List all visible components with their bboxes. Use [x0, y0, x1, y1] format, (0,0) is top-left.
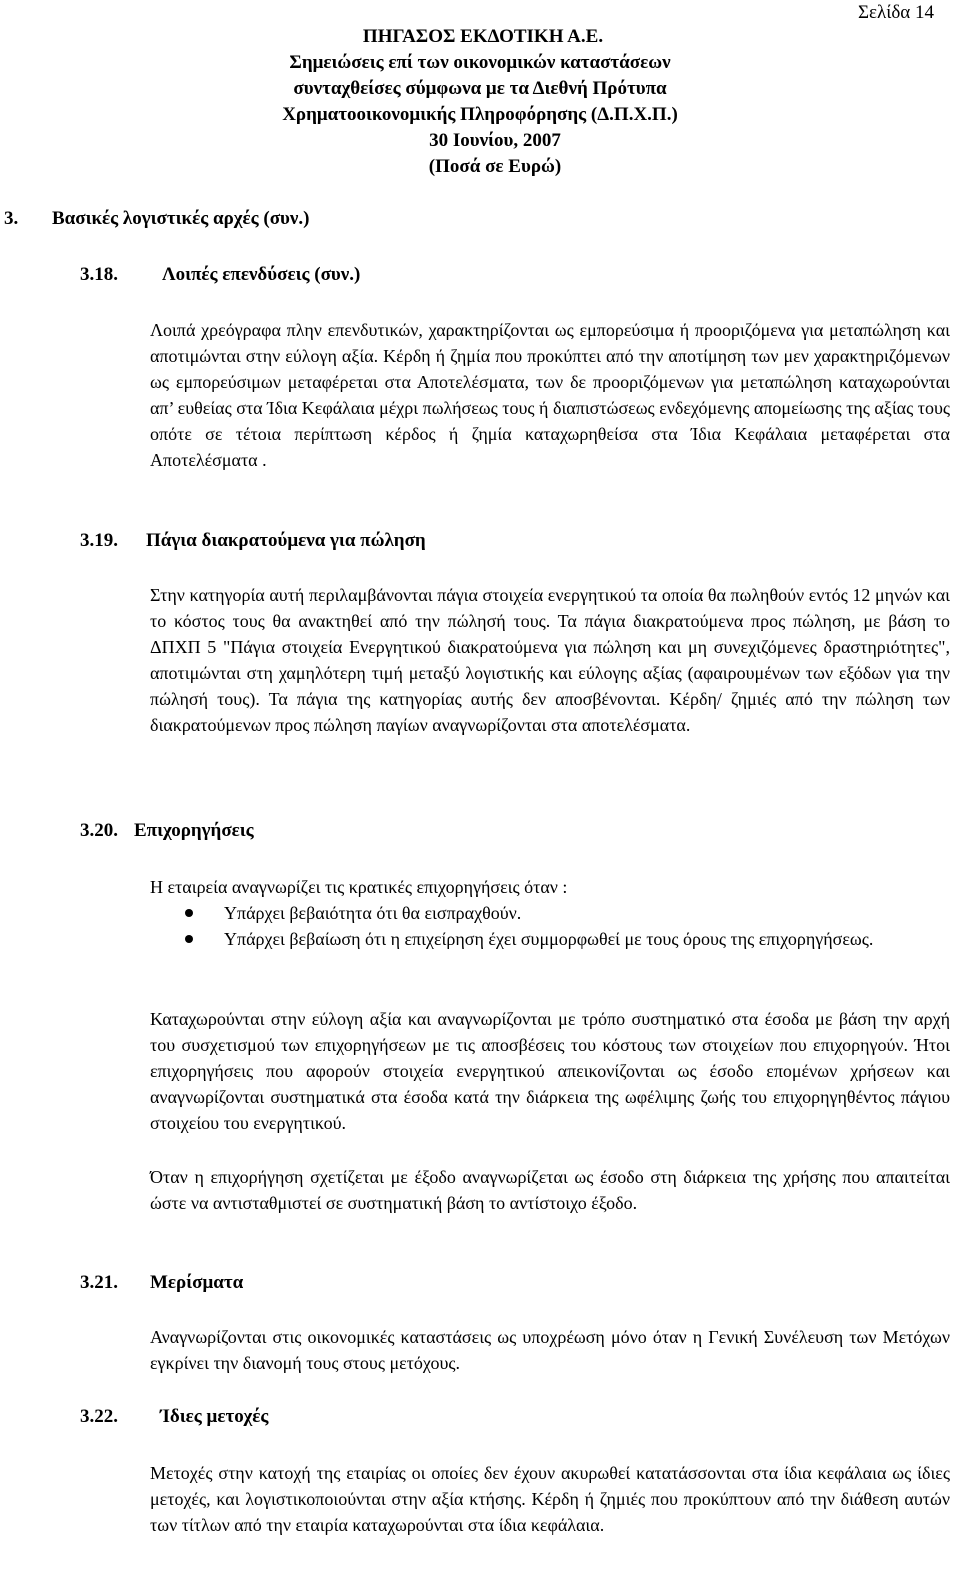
section-title: Λοιπές επενδύσεις (συν.) [162, 264, 361, 285]
header-currency: (Ποσά σε Ευρώ) [428, 156, 562, 177]
section-number: 3.19. [80, 530, 118, 551]
section-3-20-text-2: Όταν η επιχορήγηση σχετίζεται με έξοδο αναγνωρίζεται ως έσοδο στη διάρκεια της χρήσης που απαιτείται ώστε να αντισταθμιστεί σε συστηματική βάση το αντίστοιχο έξοδο. [150, 1167, 950, 1213]
section-title: Επιχορηγήσεις [134, 820, 254, 841]
section-title: Ίδιες μετοχές [160, 1406, 269, 1427]
section-3-20-text-1: Καταχωρούνται στην εύλογη αξία και αναγνωρίζονται με τρόπο συστηματικό στα έσοδα με βάση την αρχή του συσχετισμού των επιχορηγήσεων με τις αποσβέσεις του κόστους των στοιχείων που επιχορηγούν. Ήτοι επιχορηγήσεις που αφορούν στοιχεία ενεργητικού απεικονίζονται ως έσοδο επομένων χρήσεων και αναγνωρίζονται συστηματικά στα έσοδα κατά την διάρκεια της ωφέλιμης ζωής του επιχορηγηθέντος πάγιου στοιχείου του ενεργητικού. [150, 1009, 950, 1133]
section-number: 3.20. [80, 820, 118, 841]
section-3-21-text: Αναγνωρίζονται στις οικονομικές καταστάσεις ως υποχρέωση μόνο όταν η Γενική Συνέλευση των Μετόχων εγκρίνει την διανομή τους στους μετόχους. [150, 1327, 950, 1373]
section-number: 3.22. [80, 1406, 118, 1427]
page-number: Σελίδα 14 [857, 2, 934, 23]
section-3-19-text: Στην κατηγορία αυτή περιλαμβάνονται πάγια στοιχεία ενεργητικού τα οποία θα πωληθούν εντός 12 μηνών και το κόστος τους θα ανακτηθεί από την πώλησή τους. Τα πάγια διακρατούμενα προς πώληση, με βάση το ΔΠΧΠ 5 "Πάγια στοιχεία Ενεργητικού διακρατούμενα για πώληση και μη συνεχιζόμενες δραστηριότητες", αποτιμώνται στη χαμηλότερη τιμή μεταξύ λογιστικής και εύλογης αξίας (αφαιρουμένων των εξόδων για την πώλησή τους). Τα πάγια της κατηγορίας αυτής δεν αποσβένονται. Κέρδη/ ζημιές από την πώληση των διακρατούμενων προς πώληση παγίων αναγνωρίζονται στα αποτελέσματα. [150, 585, 950, 735]
list-item [150, 926, 950, 952]
bullet-icon [185, 909, 193, 917]
section-number: 3. [4, 208, 19, 229]
list-item [150, 900, 950, 926]
bullet-icon [185, 935, 193, 943]
section-title: Βασικές λογιστικές αρχές (συν.) [52, 208, 310, 229]
eligibility-list [150, 900, 950, 952]
header-date: 30 Ιουνίου, 2007 [429, 130, 561, 151]
header-notes-line: Σημειώσεις επί των οικονομικών καταστάσεων [289, 52, 671, 73]
section-number: 3.18. [80, 264, 118, 285]
company-name: ΠΗΓΑΣΟΣ ΕΚΔΟΤΙΚΗ Α.Ε. [362, 26, 604, 47]
section-number: 3.21. [80, 1272, 118, 1293]
list-item-text: Υπάρχει βεβαίωση ότι η επιχείρηση έχει συμμορφωθεί με τους όρους της επιχορηγήσεως. [224, 929, 874, 949]
section-3-18-text: Λοιπά χρεόγραφα πλην επενδυτικών, χαρακτηρίζονται ως εμπορεύσιμα ή προοριζόμενα για μεταπώληση και αποτιμώνται στην εύλογη αξία. Κέρδη ή ζημία που προκύπτει από την αποτίμηση των μεν χαρακτηριζόμενων ως εμπορεύσιμων μεταφέρεται στα Αποτελέσματα, των δε προοριζόμενων για μεταπώληση καταχωρούνται απ’ ευθείας στα Ίδια Κεφάλαια μέχρι πωλήσεως τους ή διαπιστώσεως ενδεχόμενης απομείωσης της αξίας τους οπότε σε τέτοια περίπτωση κέρδος ή ζημία καταχωρηθείσα στα Ίδια Κεφάλαια μεταφέρεται στα Αποτελέσματα . [150, 320, 950, 470]
list-item-text: Υπάρχει βεβαιότητα ότι θα εισπραχθούν. [224, 903, 522, 923]
section-title: Μερίσματα [150, 1272, 244, 1293]
header-standards-line: συνταχθείσες σύμφωνα με τα Διεθνή Πρότυπα [293, 78, 667, 99]
section-title: Πάγια διακρατούμενα για πώληση [146, 530, 426, 551]
document-header [0, 24, 960, 180]
section-3-22-text: Μετοχές στην κατοχή της εταιρίας οι οποίες δεν έχουν ακυρωθεί κατατάσσονται στα ίδια κεφάλαια ως ίδιες μετοχές, και λογιστικοποιούνται στην αξία κτήσης. Κέρδη ή ζημιές που προκύπτουν από την διάθεση αυτών των τίτλων από την εταιρία καταχωρούνται στα ίδια κεφάλαια. [150, 1463, 950, 1535]
section-3-20-intro: Η εταιρεία αναγνωρίζει τις κρατικές επιχορηγήσεις όταν : [150, 877, 568, 897]
header-ifrs-line: Χρηματοοικονομικής Πληροφόρησης (Δ.Π.Χ.Π.) [282, 104, 678, 125]
